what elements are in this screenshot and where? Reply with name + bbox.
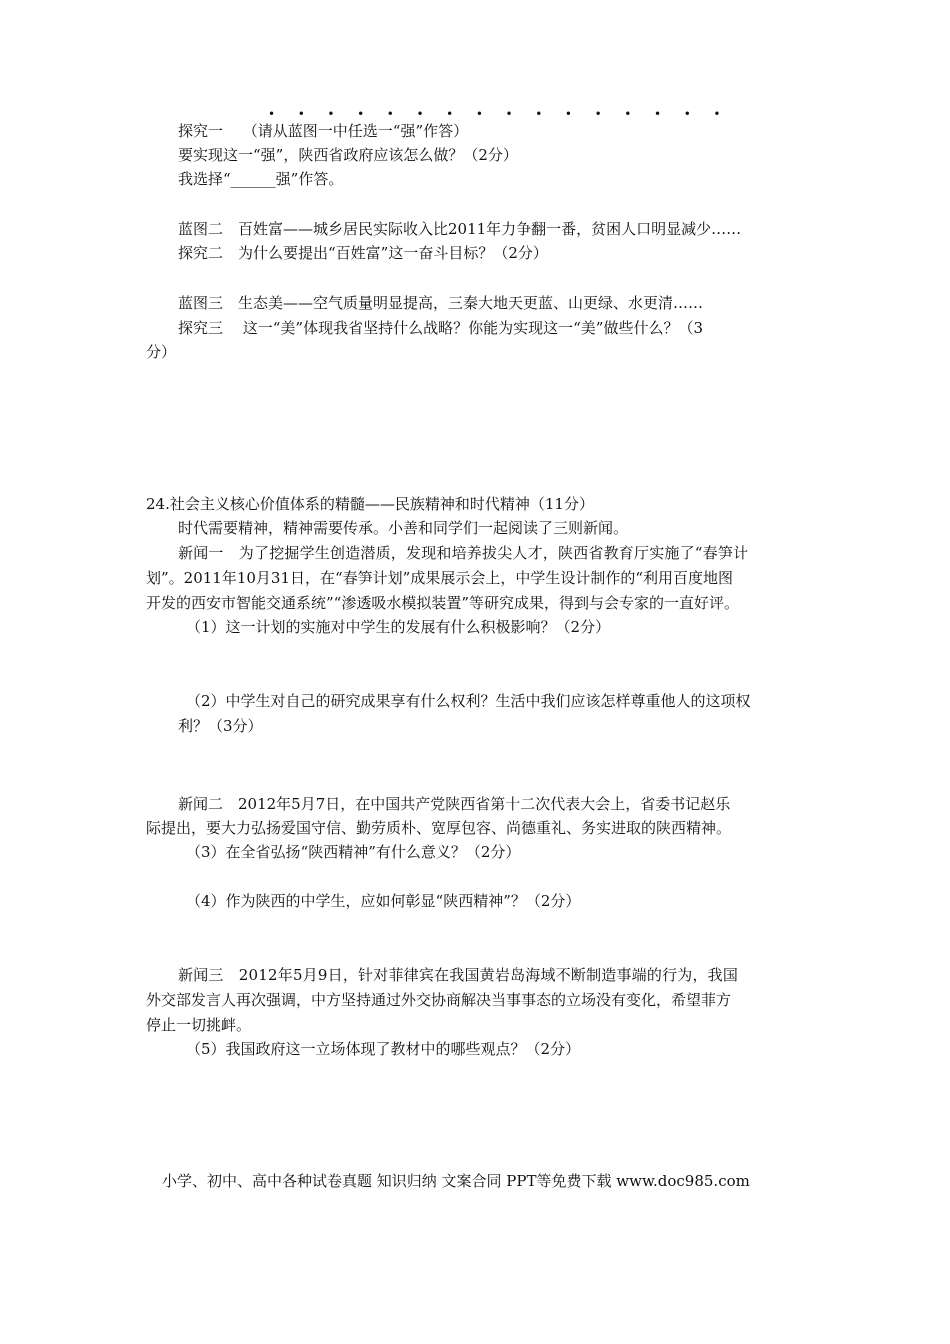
sub-question-5: （5）我国政府这一立场体现了教材中的哪些观点？（2分） <box>186 1040 581 1058</box>
emphasis-dots: • • • • • • • • • • • • • • • • <box>268 107 730 121</box>
explore-two-question: 探究二 为什么要提出“百姓富”这一奋斗目标？（2分） <box>178 244 548 262</box>
news-two-line-2: 际提出，要大力弘扬爱国守信、勤劳质朴、宽厚包容、尚德重礼、务实进取的陕西精神。 <box>146 819 732 837</box>
news-three-line-2: 外交部发言人再次强调，中方坚持通过外交协商解决当事事态的立场没有变化，希望菲方 <box>146 991 732 1009</box>
news-one-line-1: 新闻一 为了挖掘学生创造潜质，发现和培养拔尖人才，陕西省教育厅实施了“春笋计 <box>178 544 749 562</box>
sub-question-2: （2）中学生对自己的研究成果享有什么权利？生活中我们应该怎样尊重他人的这项权 <box>186 692 751 710</box>
explore-one-prompt: 探究一 （请从蓝图一中任选一“强”作答） <box>178 122 469 140</box>
blueprint-two: 蓝图二 百姓富——城乡居民实际收入比2011年力争翻一番，贫困人口明显减少…… <box>178 220 742 238</box>
sub-question-1: （1）这一计划的实施对中学生的发展有什么积极影响？（2分） <box>186 618 611 636</box>
explore-one-choice: 我选择“______强”作答。 <box>178 170 344 188</box>
explore-one-question: 要实现这一“强”，陕西省政府应该怎么做？（2分） <box>178 146 518 164</box>
news-three-line-3: 停止一切挑衅。 <box>146 1016 252 1034</box>
news-three-line-1: 新闻三 2012年5月9日，针对菲律宾在我国黄岩岛海域不断制造事端的行为，我国 <box>178 966 739 984</box>
sub-question-3: （3）在全省弘扬“陕西精神”有什么意义？（2分） <box>186 843 521 861</box>
news-two-line-1: 新闻二 2012年5月7日，在中国共产党陕西省第十二次代表大会上，省委书记赵乐 <box>178 795 731 813</box>
question-24-intro: 时代需要精神，精神需要传承。小善和同学们一起阅读了三则新闻。 <box>178 519 629 537</box>
news-one-line-3: 开发的西安市智能交通系统”“渗透吸水模拟装置”等研究成果，得到与会专家的一直好评。 <box>146 594 740 612</box>
explore-three-question-cont: 分） <box>146 343 177 361</box>
blueprint-three: 蓝图三 生态美——空气质量明显提高，三秦大地天更蓝、山更绿、水更清…… <box>178 294 704 312</box>
question-24-title: 24.社会主义核心价值体系的精髓——民族精神和时代精神（11分） <box>146 495 594 513</box>
page-footer: 小学、初中、高中各种试卷真题 知识归纳 文案合同 PPT等免费下载 www.doc985.com <box>162 1172 750 1190</box>
explore-three-question: 探究三 这一“美”体现我省坚持什么战略？你能为实现这一“美”做些什么？（3 <box>178 319 703 337</box>
news-one-line-2: 划”。2011年10月31日，在“春笋计划”成果展示会上，中学生设计制作的“利用百度地图 <box>146 569 734 587</box>
sub-question-4: （4）作为陕西的中学生，应如何彰显“陕西精神”？（2分） <box>186 892 581 910</box>
sub-question-2-cont: 利？（3分） <box>178 717 263 735</box>
